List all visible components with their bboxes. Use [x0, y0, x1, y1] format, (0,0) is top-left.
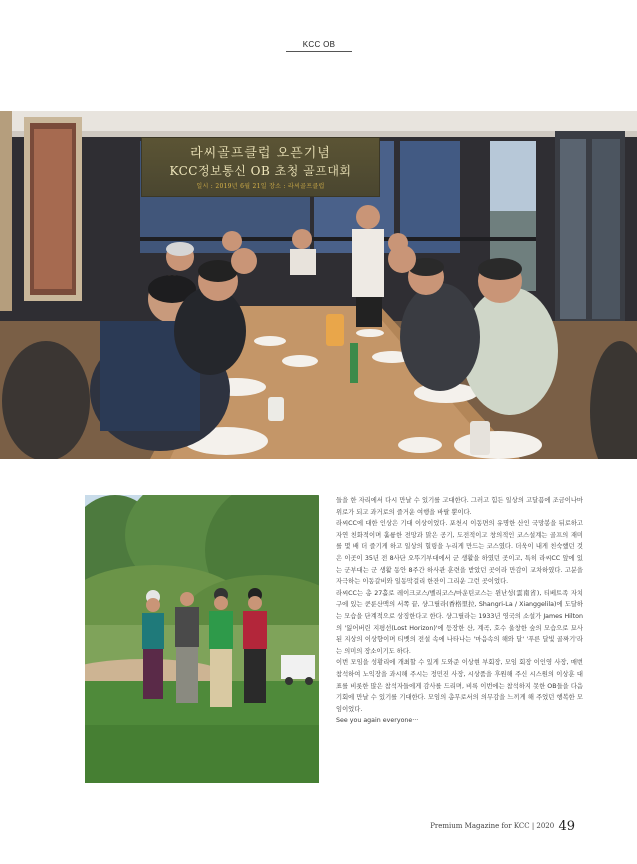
golf-group-photo — [85, 495, 319, 783]
page-number: 49 — [558, 819, 575, 834]
section-rule — [286, 51, 352, 52]
page-footer — [430, 819, 575, 834]
banner-subtitle: KCC정보통신 OB 초청 골프대회 — [169, 164, 352, 178]
section-label: KCC OB — [302, 40, 336, 49]
article-paragraph: 라씨CC에 대한 인상은 기대 이상이었다. 포천시 이동면의 유명한 산인 국망봉을 뒤로하고 자연 친화적이며 훌륭한 전망과 맑은 공기, 도전적이고 창의적인 코스설계는 골프의 재미를 몇 배 더 즐기게 하고 일상의 힐링을 누리게 만드는 코스였다. 더욱이 내게 친숙했던 것은 이곳이 35년 전 8사단 오뚜기부대에서 군 생활을 하였던 곳이고, 특히 라씨CC 앞에 있는 군부대는 군 생활 동안 8주간 하사관 훈련을 받았던 곳이라 만감이 교차하였다. 고분을 자극하는 이동갈비와 일동막걸리 한잔이 그리운 그런 곳이었다. — [336, 520, 583, 586]
banner-title: 라씨골프클럽 오픈기념 — [190, 146, 331, 161]
magazine-name: Premium Magazine for KCC | 2020 — [430, 822, 555, 830]
article-paragraph: 이번 모임을 성황리에 개최할 수 있게 도와준 이상현 부회장, 모임 회장 이인영 사장, 매번 참석하여 노익장을 과시해 주시는 정민진 사장, 시상품을 후원해 주신 시스원의 이상훈 대표를 비롯한 많은 참석자들에게 감사를 드리며, 비록 이번에는 참석하지 못한 OB들을 다음 기회에 만날 수 있기를 기대한다. 모임의 총무로서의 의무감을 느끼게 해 주었던 행복한 모임이었다. — [336, 659, 583, 713]
article-paragraph: 들을 한 자리에서 다시 만날 수 있기를 고대한다. 그러고 힘든 일상의 고달픔에 조금이나마 위로가 되고 과거로의 즐거운 여행을 바랄 뿐이다. — [336, 497, 583, 516]
banquet-photo — [0, 111, 637, 459]
event-banner — [141, 137, 380, 197]
article-signoff: See you again everyone··· — [336, 717, 419, 725]
article-paragraph: 라씨CC는 총 27홀로 레이크코스/벨리코스/마운틴코스는 윈난성(雲南省), 티베트족 자치구에 있는 쿤룬산맥의 서쪽 끝, 샹그릴라(香格里拉, Shangri-La / Xianggelila)에 도달하는 모습을 단계적으로 상징한다고 한다. 샹그릴라는 1933년 영국의 소설가 James Hilton의 '잃어버린 지평선(Lost Horizon)'에 등장한 산, 계곡, 호수 울창한 숲의 모습으로 묘사된 지상의 이상향이며 티벳의 전설 속에 나타나는 '마음속의 해와 달' '푸른 달빛 골짜기'라는 의미의 장소이기도 하다. — [336, 589, 583, 655]
article-body — [336, 495, 583, 727]
banner-date-place: 일시 : 2019년 6월 21일 장소 : 라씨골프클럽 — [196, 183, 325, 190]
